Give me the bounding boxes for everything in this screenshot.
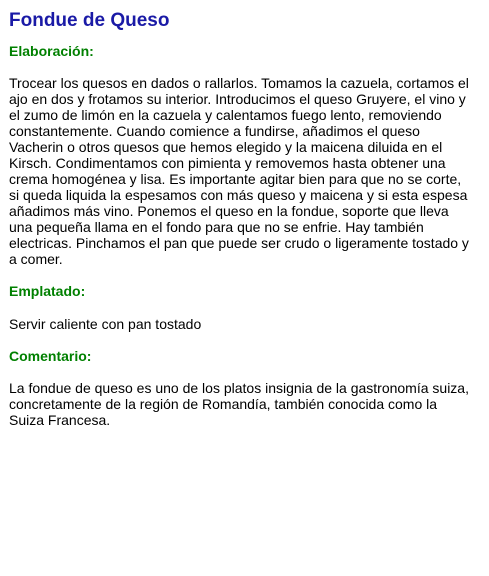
section-heading-elaboracion: Elaboración: — [9, 43, 94, 59]
section-text-comentario: La fondue de queso es uno de los platos insignia de la gastronomía suiza, concretamente de la región de Romandía, también conocida como la Suiza Francesa. — [9, 380, 469, 428]
section-heading-comentario: Comentario: — [9, 348, 92, 364]
section-heading-emplatado: Emplatado: — [9, 283, 86, 299]
section-text-elaboracion: Trocear los quesos en dados o rallarlos. Tomamos la cazuela, cortamos el ajo en dos y frotamos su interior. Introducimos el queso Gruyere, el vino y el zumo de limón en la cazuela y calentamos fuego lento, removiendo constantemente. Cuando comience a fundirse, añadimos el queso Vacherin o otros quesos que hemos elegido y la maicena diluida en el Kirsch. Condimentamos con pimienta y removemos hasta obtener una crema homogénea y lisa. Es importante agitar bien para que no se corte, si queda liquida la espesamos con más queso y maicena y si esta espesa añadimos más vino. Ponemos el queso en la fondue, soporte que lleva una pequeña llama en el fondo para que no se enfrie. Hay también electricas. Pinchamos el pan que puede ser crudo o ligeramente tostado y a comer. — [9, 75, 469, 267]
section-text-emplatado: Servir caliente con pan tostado — [9, 316, 202, 332]
page-title: Fondue de Queso — [9, 10, 170, 31]
